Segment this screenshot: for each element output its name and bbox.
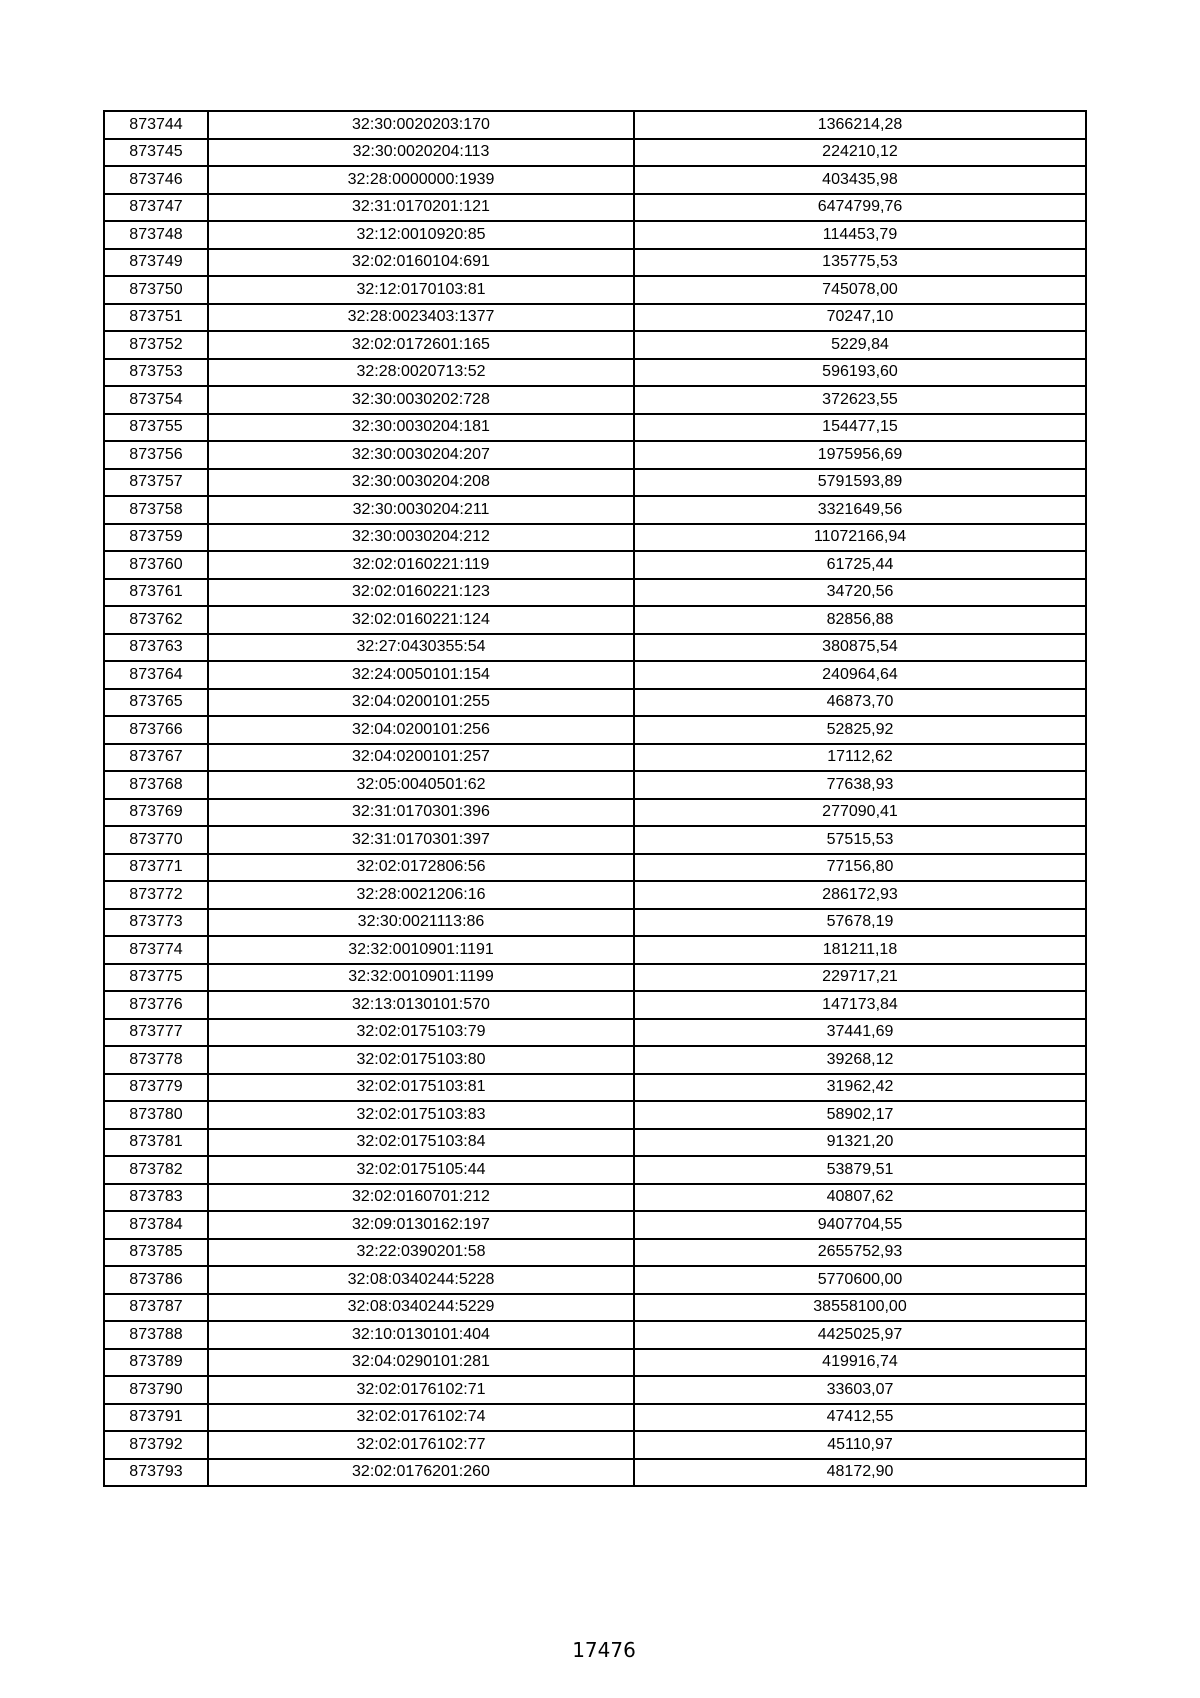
table-row <box>104 524 1086 552</box>
value-cell: 154477,15 <box>634 414 1086 442</box>
cadastral-number-cell: 32:02:0160104:691 <box>208 249 634 277</box>
table-row <box>104 331 1086 359</box>
value-cell: 45110,97 <box>634 1431 1086 1459</box>
cadastral-number-cell: 32:02:0175103:81 <box>208 1074 634 1102</box>
value-cell: 147173,84 <box>634 991 1086 1019</box>
row-number-cell: 873786 <box>104 1266 208 1294</box>
value-cell: 1366214,28 <box>634 111 1086 139</box>
table-row <box>104 1239 1086 1267</box>
row-number-cell: 873749 <box>104 249 208 277</box>
cadastral-number-cell: 32:02:0175105:44 <box>208 1156 634 1184</box>
table-row <box>104 964 1086 992</box>
row-number-cell: 873790 <box>104 1376 208 1404</box>
table-row <box>104 1019 1086 1047</box>
cadastral-number-cell: 32:30:0030204:181 <box>208 414 634 442</box>
table-row <box>104 1211 1086 1239</box>
row-number-cell: 873757 <box>104 469 208 497</box>
cadastral-number-cell: 32:02:0176102:77 <box>208 1431 634 1459</box>
row-number-cell: 873767 <box>104 744 208 772</box>
cadastral-number-cell: 32:30:0030204:207 <box>208 441 634 469</box>
cadastral-number-cell: 32:28:0020713:52 <box>208 359 634 387</box>
value-cell: 1975956,69 <box>634 441 1086 469</box>
row-number-cell: 873747 <box>104 194 208 222</box>
row-number-cell: 873756 <box>104 441 208 469</box>
row-number-cell: 873752 <box>104 331 208 359</box>
table-row <box>104 579 1086 607</box>
value-cell: 17112,62 <box>634 744 1086 772</box>
data-table-container <box>103 110 1085 1487</box>
value-cell: 135775,53 <box>634 249 1086 277</box>
value-cell: 33603,07 <box>634 1376 1086 1404</box>
table-row <box>104 1156 1086 1184</box>
row-number-cell: 873785 <box>104 1239 208 1267</box>
cadastral-number-cell: 32:02:0172601:165 <box>208 331 634 359</box>
cadastral-number-cell: 32:13:0130101:570 <box>208 991 634 1019</box>
value-cell: 4425025,97 <box>634 1321 1086 1349</box>
row-number-cell: 873791 <box>104 1404 208 1432</box>
value-cell: 38558100,00 <box>634 1294 1086 1322</box>
row-number-cell: 873774 <box>104 936 208 964</box>
table-row <box>104 771 1086 799</box>
cadastral-number-cell: 32:30:0021113:86 <box>208 909 634 937</box>
value-cell: 61725,44 <box>634 551 1086 579</box>
cadastral-number-cell: 32:02:0176102:71 <box>208 1376 634 1404</box>
value-cell: 39268,12 <box>634 1046 1086 1074</box>
value-cell: 70247,10 <box>634 304 1086 332</box>
row-number-cell: 873750 <box>104 276 208 304</box>
table-row <box>104 441 1086 469</box>
row-number-cell: 873788 <box>104 1321 208 1349</box>
cadastral-number-cell: 32:02:0160221:124 <box>208 606 634 634</box>
row-number-cell: 873787 <box>104 1294 208 1322</box>
table-row <box>104 166 1086 194</box>
table-row <box>104 909 1086 937</box>
cadastral-number-cell: 32:02:0175103:80 <box>208 1046 634 1074</box>
table-row <box>104 414 1086 442</box>
value-cell: 91321,20 <box>634 1129 1086 1157</box>
cadastral-number-cell: 32:32:0010901:1199 <box>208 964 634 992</box>
row-number-cell: 873746 <box>104 166 208 194</box>
row-number-cell: 873751 <box>104 304 208 332</box>
row-number-cell: 873769 <box>104 799 208 827</box>
row-number-cell: 873772 <box>104 881 208 909</box>
table-row <box>104 799 1086 827</box>
value-cell: 77638,93 <box>634 771 1086 799</box>
cadastral-number-cell: 32:31:0170301:397 <box>208 826 634 854</box>
value-cell: 380875,54 <box>634 634 1086 662</box>
cadastral-number-cell: 32:30:0020204:113 <box>208 139 634 167</box>
row-number-cell: 873754 <box>104 386 208 414</box>
row-number-cell: 873793 <box>104 1459 208 1487</box>
cadastral-number-cell: 32:02:0176102:74 <box>208 1404 634 1432</box>
row-number-cell: 873763 <box>104 634 208 662</box>
table-row <box>104 1074 1086 1102</box>
cadastral-number-cell: 32:22:0390201:58 <box>208 1239 634 1267</box>
row-number-cell: 873783 <box>104 1184 208 1212</box>
cadastral-number-cell: 32:31:0170201:121 <box>208 194 634 222</box>
row-number-cell: 873780 <box>104 1101 208 1129</box>
cadastral-number-cell: 32:12:0170103:81 <box>208 276 634 304</box>
table-row <box>104 276 1086 304</box>
row-number-cell: 873775 <box>104 964 208 992</box>
value-cell: 3321649,56 <box>634 496 1086 524</box>
table-body <box>104 111 1086 1486</box>
row-number-cell: 873770 <box>104 826 208 854</box>
row-number-cell: 873766 <box>104 716 208 744</box>
value-cell: 82856,88 <box>634 606 1086 634</box>
table-row <box>104 1459 1086 1487</box>
value-cell: 31962,42 <box>634 1074 1086 1102</box>
cadastral-number-cell: 32:30:0030202:728 <box>208 386 634 414</box>
cadastral-number-cell: 32:02:0175103:84 <box>208 1129 634 1157</box>
table-row <box>104 1431 1086 1459</box>
cadastral-number-cell: 32:02:0172806:56 <box>208 854 634 882</box>
value-cell: 5229,84 <box>634 331 1086 359</box>
row-number-cell: 873761 <box>104 579 208 607</box>
cadastral-number-cell: 32:02:0175103:83 <box>208 1101 634 1129</box>
row-number-cell: 873759 <box>104 524 208 552</box>
value-cell: 596193,60 <box>634 359 1086 387</box>
cadastral-number-cell: 32:09:0130162:197 <box>208 1211 634 1239</box>
table-row <box>104 1376 1086 1404</box>
cadastral-number-cell: 32:30:0030204:212 <box>208 524 634 552</box>
cadastral-number-cell: 32:31:0170301:396 <box>208 799 634 827</box>
row-number-cell: 873760 <box>104 551 208 579</box>
cadastral-number-cell: 32:08:0340244:5229 <box>208 1294 634 1322</box>
table-row <box>104 634 1086 662</box>
cadastral-number-cell: 32:30:0030204:208 <box>208 469 634 497</box>
cadastral-number-cell: 32:10:0130101:404 <box>208 1321 634 1349</box>
row-number-cell: 873777 <box>104 1019 208 1047</box>
row-number-cell: 873744 <box>104 111 208 139</box>
value-cell: 40807,62 <box>634 1184 1086 1212</box>
table-row <box>104 661 1086 689</box>
value-cell: 419916,74 <box>634 1349 1086 1377</box>
cadastral-number-cell: 32:32:0010901:1191 <box>208 936 634 964</box>
value-cell: 5791593,89 <box>634 469 1086 497</box>
value-cell: 745078,00 <box>634 276 1086 304</box>
table-row <box>104 936 1086 964</box>
value-cell: 47412,55 <box>634 1404 1086 1432</box>
value-cell: 229717,21 <box>634 964 1086 992</box>
value-cell: 46873,70 <box>634 689 1086 717</box>
table-row <box>104 1321 1086 1349</box>
value-cell: 6474799,76 <box>634 194 1086 222</box>
row-number-cell: 873758 <box>104 496 208 524</box>
value-cell: 2655752,93 <box>634 1239 1086 1267</box>
row-number-cell: 873771 <box>104 854 208 882</box>
row-number-cell: 873748 <box>104 221 208 249</box>
value-cell: 372623,55 <box>634 386 1086 414</box>
row-number-cell: 873776 <box>104 991 208 1019</box>
cadastral-number-cell: 32:02:0160701:212 <box>208 1184 634 1212</box>
table-row <box>104 111 1086 139</box>
cadastral-number-cell: 32:02:0175103:79 <box>208 1019 634 1047</box>
table-row <box>104 1294 1086 1322</box>
value-cell: 224210,12 <box>634 139 1086 167</box>
value-cell: 34720,56 <box>634 579 1086 607</box>
table-row <box>104 689 1086 717</box>
table-row <box>104 221 1086 249</box>
table-row <box>104 359 1086 387</box>
table-row <box>104 249 1086 277</box>
table-row <box>104 1349 1086 1377</box>
value-cell: 58902,17 <box>634 1101 1086 1129</box>
cadastral-number-cell: 32:28:0023403:1377 <box>208 304 634 332</box>
cadastral-number-cell: 32:02:0160221:119 <box>208 551 634 579</box>
table-row <box>104 386 1086 414</box>
cadastral-number-cell: 32:28:0021206:16 <box>208 881 634 909</box>
table-row <box>104 139 1086 167</box>
page-number: 17476 <box>572 1638 636 1662</box>
table-row <box>104 1046 1086 1074</box>
table-row <box>104 469 1086 497</box>
cadastral-number-cell: 32:12:0010920:85 <box>208 221 634 249</box>
row-number-cell: 873762 <box>104 606 208 634</box>
row-number-cell: 873779 <box>104 1074 208 1102</box>
row-number-cell: 873765 <box>104 689 208 717</box>
value-cell: 9407704,55 <box>634 1211 1086 1239</box>
value-cell: 53879,51 <box>634 1156 1086 1184</box>
cadastral-number-cell: 32:30:0030204:211 <box>208 496 634 524</box>
cadastral-number-cell: 32:04:0200101:256 <box>208 716 634 744</box>
value-cell: 57678,19 <box>634 909 1086 937</box>
value-cell: 277090,41 <box>634 799 1086 827</box>
value-cell: 77156,80 <box>634 854 1086 882</box>
table-row <box>104 854 1086 882</box>
value-cell: 240964,64 <box>634 661 1086 689</box>
cadastral-number-cell: 32:02:0176201:260 <box>208 1459 634 1487</box>
table-row <box>104 1404 1086 1432</box>
cadastral-number-cell: 32:05:0040501:62 <box>208 771 634 799</box>
table-row <box>104 1101 1086 1129</box>
table-row <box>104 496 1086 524</box>
value-cell: 52825,92 <box>634 716 1086 744</box>
table-row <box>104 744 1086 772</box>
table-row <box>104 826 1086 854</box>
cadastral-number-cell: 32:04:0200101:255 <box>208 689 634 717</box>
table-row <box>104 716 1086 744</box>
cadastral-number-cell: 32:04:0290101:281 <box>208 1349 634 1377</box>
table-row <box>104 304 1086 332</box>
value-cell: 11072166,94 <box>634 524 1086 552</box>
table-row <box>104 194 1086 222</box>
table-row <box>104 551 1086 579</box>
data-table <box>103 110 1087 1487</box>
value-cell: 57515,53 <box>634 826 1086 854</box>
table-row <box>104 606 1086 634</box>
table-row <box>104 1184 1086 1212</box>
row-number-cell: 873784 <box>104 1211 208 1239</box>
table-row <box>104 1266 1086 1294</box>
row-number-cell: 873773 <box>104 909 208 937</box>
row-number-cell: 873781 <box>104 1129 208 1157</box>
cadastral-number-cell: 32:30:0020203:170 <box>208 111 634 139</box>
cadastral-number-cell: 32:02:0160221:123 <box>208 579 634 607</box>
cadastral-number-cell: 32:08:0340244:5228 <box>208 1266 634 1294</box>
cadastral-number-cell: 32:28:0000000:1939 <box>208 166 634 194</box>
row-number-cell: 873753 <box>104 359 208 387</box>
value-cell: 114453,79 <box>634 221 1086 249</box>
row-number-cell: 873782 <box>104 1156 208 1184</box>
row-number-cell: 873764 <box>104 661 208 689</box>
table-row <box>104 991 1086 1019</box>
table-row <box>104 881 1086 909</box>
table-row <box>104 1129 1086 1157</box>
value-cell: 5770600,00 <box>634 1266 1086 1294</box>
value-cell: 181211,18 <box>634 936 1086 964</box>
value-cell: 37441,69 <box>634 1019 1086 1047</box>
cadastral-number-cell: 32:24:0050101:154 <box>208 661 634 689</box>
row-number-cell: 873792 <box>104 1431 208 1459</box>
value-cell: 403435,98 <box>634 166 1086 194</box>
row-number-cell: 873778 <box>104 1046 208 1074</box>
cadastral-number-cell: 32:04:0200101:257 <box>208 744 634 772</box>
cadastral-number-cell: 32:27:0430355:54 <box>208 634 634 662</box>
row-number-cell: 873755 <box>104 414 208 442</box>
row-number-cell: 873745 <box>104 139 208 167</box>
value-cell: 286172,93 <box>634 881 1086 909</box>
row-number-cell: 873789 <box>104 1349 208 1377</box>
value-cell: 48172,90 <box>634 1459 1086 1487</box>
row-number-cell: 873768 <box>104 771 208 799</box>
